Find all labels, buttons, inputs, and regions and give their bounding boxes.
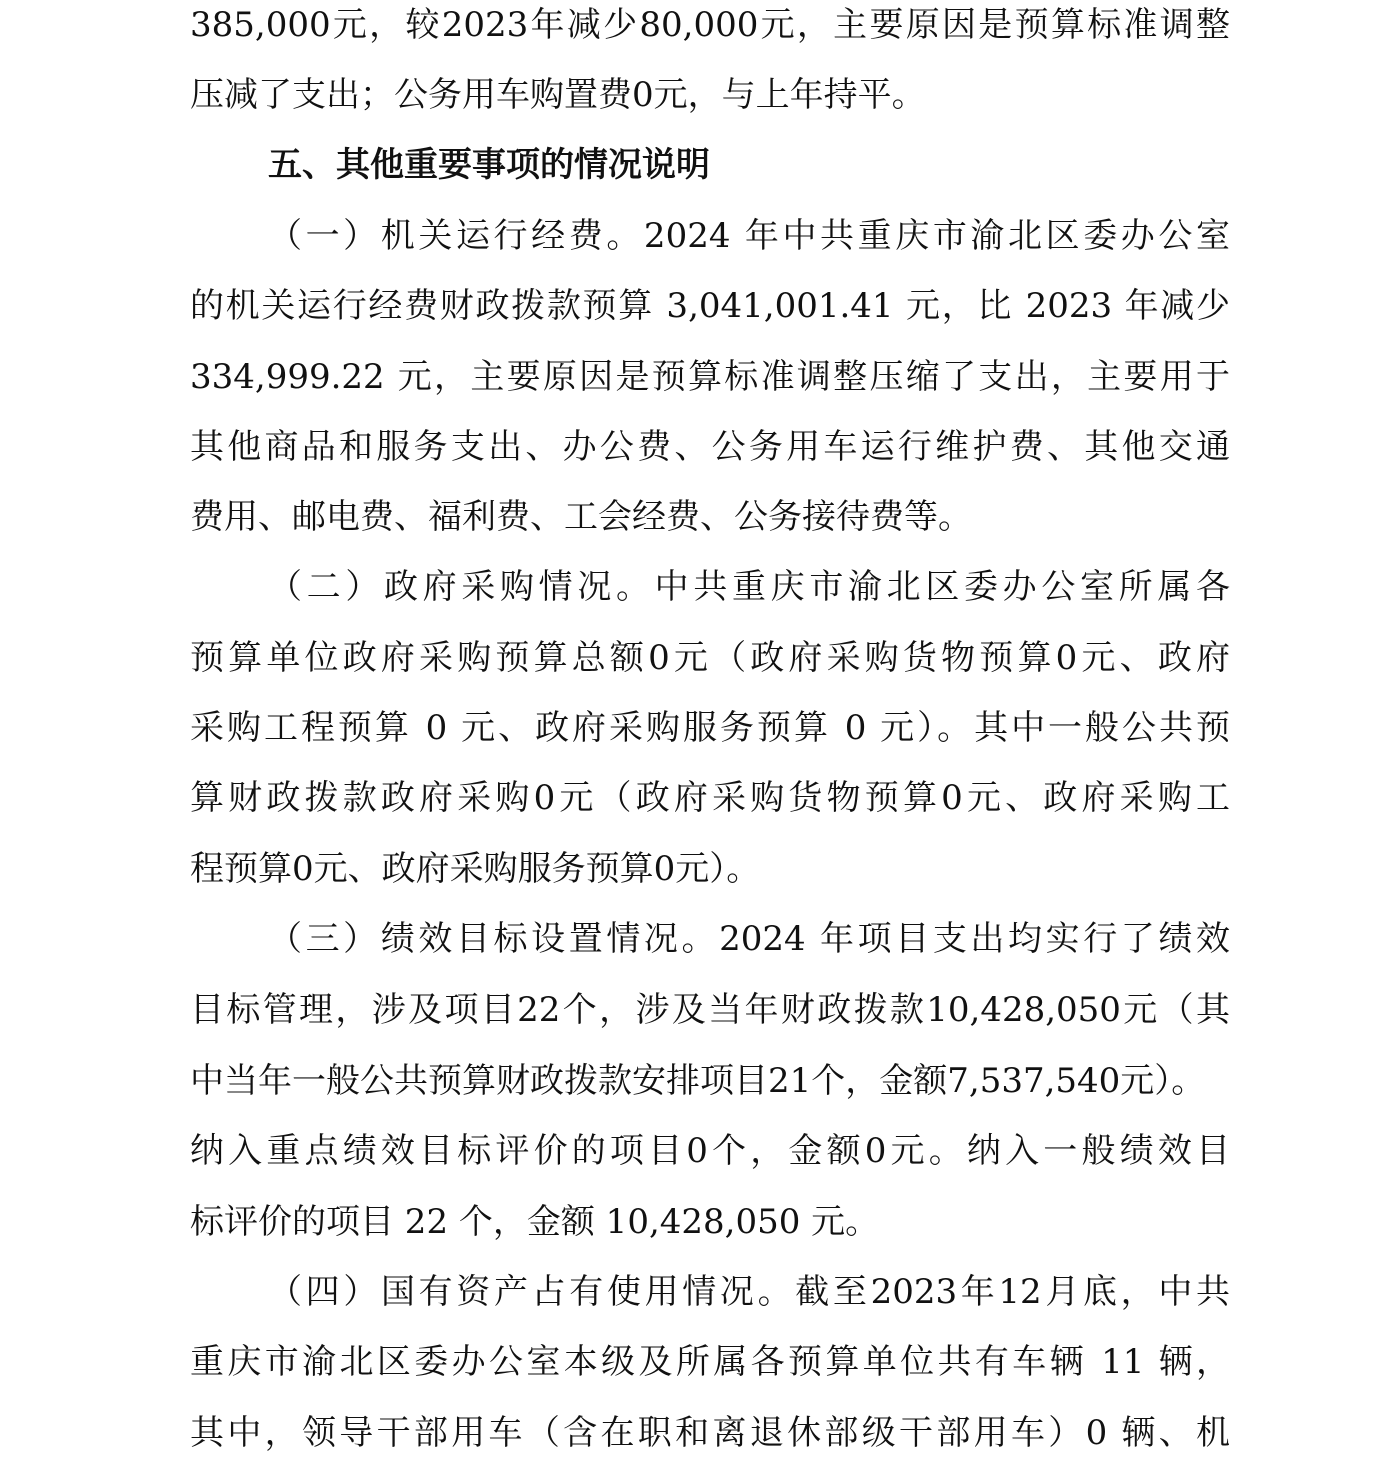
text-line-2: 压减了支出；公务用车购置费0元，与上年持平。 <box>190 75 926 115</box>
paragraph-2-line-4: 算财政拨款政府采购0元（政府采购货物预算0元、政府采购工 <box>190 778 1230 818</box>
paragraph-1-line-2: 的机关运行经费财政拨款预算 3,041,001.41 元，比 2023 年减少 <box>190 286 1230 326</box>
paragraph-4-line-2: 重庆市渝北区委办公室本级及所属各预算单位共有车辆 11 辆， <box>190 1342 1230 1382</box>
paragraph-3-line-5: 标评价的项目 22 个，金额 10,428,050 元。 <box>190 1202 880 1242</box>
paragraph-1-line-1: （一）机关运行经费。2024 年中共重庆市渝北区委办公室 <box>268 216 1230 256</box>
paragraph-1-line-4: 其他商品和服务支出、办公费、公务用车运行维护费、其他交通 <box>190 427 1230 467</box>
paragraph-3-line-2: 目标管理，涉及项目22个，涉及当年财政拨款10,428,050元（其 <box>190 990 1230 1030</box>
paragraph-2-line-2: 预算单位政府采购预算总额0元（政府采购货物预算0元、政府 <box>190 638 1230 678</box>
text-line-1: 385,000元，较2023年减少80,000元，主要原因是预算标准调整 <box>190 5 1230 45</box>
paragraph-3-line-4: 纳入重点绩效目标评价的项目0个，金额0元。纳入一般绩效目 <box>190 1131 1230 1171</box>
paragraph-1-line-3: 334,999.22 元，主要原因是预算标准调整压缩了支出，主要用于 <box>190 357 1230 397</box>
paragraph-2-line-5: 程预算0元、政府采购服务预算0元）。 <box>190 849 761 889</box>
paragraph-2-line-1: （二）政府采购情况。中共重庆市渝北区委办公室所属各 <box>268 567 1230 607</box>
paragraph-1-line-5: 费用、邮电费、福利费、工会经费、公务接待费等。 <box>190 497 972 537</box>
paragraph-3-line-1: （三）绩效目标设置情况。2024 年项目支出均实行了绩效 <box>268 919 1230 959</box>
paragraph-4-line-3: 其中，领导干部用车（含在职和离退休部级干部用车）0 辆、机 <box>190 1413 1230 1453</box>
paragraph-2-line-3: 采购工程预算 0 元、政府采购服务预算 0 元）。其中一般公共预 <box>190 708 1230 748</box>
section-heading: 五、其他重要事项的情况说明 <box>268 145 710 185</box>
paragraph-4-line-1: （四）国有资产占有使用情况。截至2023年12月底，中共 <box>268 1272 1230 1312</box>
paragraph-3-line-3: 中当年一般公共预算财政拨款安排项目21个，金额7,537,540元）。 <box>190 1061 1206 1101</box>
